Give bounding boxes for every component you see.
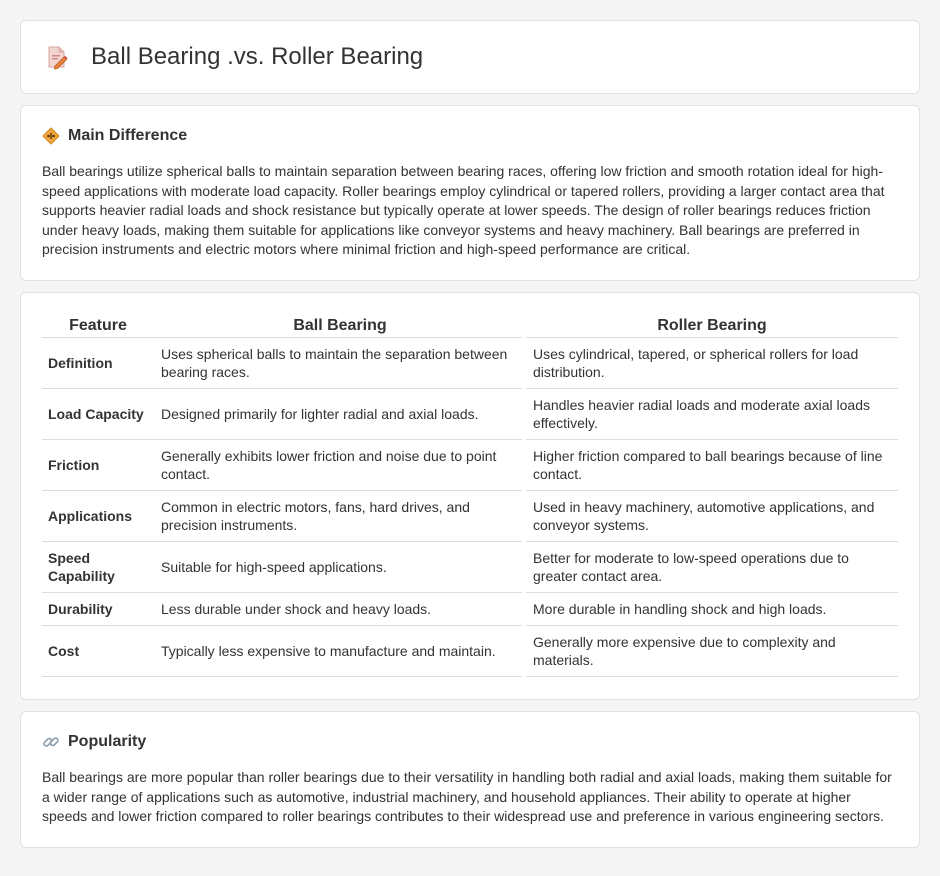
ball-bearing-cell: Designed primarily for lighter radial and axial loads. bbox=[154, 388, 522, 439]
comparison-card bbox=[20, 292, 920, 700]
table-row bbox=[42, 490, 898, 541]
ball-bearing-cell: Common in electric motors, fans, hard drives, and precision instruments. bbox=[154, 490, 522, 541]
roller-bearing-cell: Used in heavy machinery, automotive applications, and conveyor systems. bbox=[526, 490, 898, 541]
popularity-text: Ball bearings are more popular than roller bearings due to their versatility in handling both radial and axial loads, making them suitable for a wider range of applications such as automotive, industrial machinery, and household appliances. Their ability to operate at higher speeds and lower friction compared to roller bearings contributes to their widespread use and preference in various engineering sectors. bbox=[42, 768, 892, 825]
table-row bbox=[42, 625, 898, 677]
main-difference-header bbox=[42, 127, 898, 145]
ball-bearing-cell: Typically less expensive to manufacture and maintain. bbox=[154, 625, 522, 677]
feature-cell: Speed Capability bbox=[42, 541, 154, 592]
comparison-table bbox=[42, 315, 898, 677]
feature-cell: Applications bbox=[42, 490, 154, 541]
link-icon bbox=[42, 733, 60, 751]
roller-bearing-cell: Higher friction compared to ball bearings because of line contact. bbox=[526, 439, 898, 490]
ball-bearing-cell: Less durable under shock and heavy loads. bbox=[154, 592, 522, 625]
column-header-feature: Feature bbox=[69, 316, 127, 334]
column-header-ball-bearing: Ball Bearing bbox=[293, 316, 387, 334]
roller-bearing-cell: Better for moderate to low-speed operations due to greater contact area. bbox=[526, 541, 898, 592]
diamond-warning-icon bbox=[42, 127, 60, 145]
roller-bearing-cell: Handles heavier radial loads and moderate axial loads effectively. bbox=[526, 388, 898, 439]
feature-cell: Load Capacity bbox=[42, 388, 154, 439]
main-difference-heading: Main Difference bbox=[68, 127, 188, 144]
main-difference-text: Ball bearings utilize spherical balls to maintain separation between bearing races, offering low friction and smooth rotation ideal for high-speed applications with moderate load capacity. Roller bearings employ cylindrical or tapered rollers, providing a larger contact area that supports heavier radial loads and shock resistance but typically operate at lower speeds. The design of roller bearings reduces friction under heavy loads, making them suitable for applications like conveyor systems and heavy machinery. Ball bearings are preferred in precision instruments and electric motors where minimal friction and high-speed performance are critical. bbox=[42, 163, 885, 258]
feature-cell: Friction bbox=[42, 439, 154, 490]
roller-bearing-cell: Uses cylindrical, tapered, or spherical rollers for load distribution. bbox=[526, 337, 898, 388]
table-row bbox=[42, 337, 898, 388]
table-row bbox=[42, 439, 898, 490]
table-header-row bbox=[42, 315, 898, 337]
roller-bearing-cell: More durable in handling shock and high loads. bbox=[526, 592, 898, 625]
feature-cell: Cost bbox=[42, 625, 154, 677]
title-card bbox=[20, 20, 920, 94]
ball-bearing-cell: Uses spherical balls to maintain the separation between bearing races. bbox=[154, 337, 522, 388]
ball-bearing-cell: Generally exhibits lower friction and noise due to point contact. bbox=[154, 439, 522, 490]
popularity-heading: Popularity bbox=[68, 732, 147, 750]
roller-bearing-cell: Generally more expensive due to complexity and materials. bbox=[526, 625, 898, 677]
feature-cell: Durability bbox=[42, 592, 154, 625]
popularity-header bbox=[42, 733, 898, 751]
document-pencil-icon bbox=[45, 44, 69, 70]
table-row bbox=[42, 592, 898, 625]
table-row bbox=[42, 388, 898, 439]
ball-bearing-cell: Suitable for high-speed applications. bbox=[154, 541, 522, 592]
popularity-card bbox=[20, 711, 920, 848]
feature-cell: Definition bbox=[42, 337, 154, 388]
table-row bbox=[42, 541, 898, 592]
page-title: Ball Bearing .vs. Roller Bearing bbox=[91, 43, 424, 70]
column-header-roller-bearing: Roller Bearing bbox=[657, 316, 767, 334]
main-difference-card bbox=[20, 105, 920, 281]
